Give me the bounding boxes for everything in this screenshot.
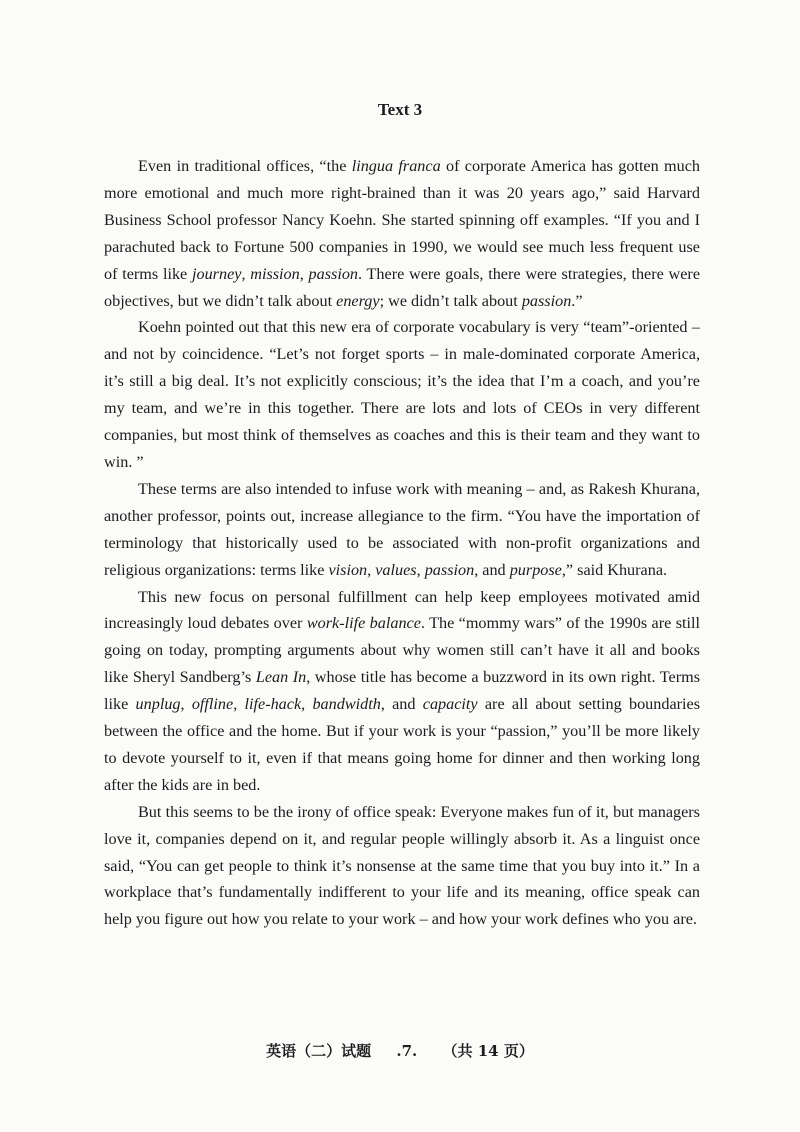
text-run: But this seems to be the irony of office speak: Everyone makes fun of it, but managers love it, companies depend on it, and regular people willingly absorb it. As a linguist once said, “You can get people to think it’s nonsense at the same time that you buy into it.” In a workplace that’s fundamentally indifferent to your life and its meaning, office speak can help you figure out how you relate to your work – and how your work defines who you are. [104, 802, 700, 929]
footer-total-pages: （共 14 页） [442, 1042, 534, 1060]
text-run: , and [380, 695, 423, 714]
emphasis: bandwidth [312, 695, 381, 714]
emphasis: unplug [135, 695, 181, 714]
emphasis: purpose [509, 560, 562, 579]
emphasis: vision [328, 560, 368, 579]
paragraph [104, 584, 700, 799]
page-footer [0, 1040, 800, 1061]
text-run: Even in traditional offices, “the [138, 157, 352, 175]
footer-subject: 英语（二）试题 [266, 1042, 372, 1060]
emphasis: energy [336, 291, 380, 310]
emphasis: passion [521, 291, 572, 310]
paragraph [104, 799, 700, 934]
text-run: . The “mommy wars” of the 1990s are still going on today, prompting arguments about why women still can’t have it all and books like Sheryl Sandberg’s [104, 614, 700, 687]
text-run: , [416, 560, 425, 579]
paragraph [104, 153, 700, 314]
emphasis: lingua franca [351, 157, 441, 175]
passage-title: Text 3 [377, 100, 423, 119]
text-run: , [241, 264, 251, 283]
emphasis: values [375, 560, 417, 579]
text-run: Koehn pointed out that this new era of corporate vocabulary is very “team”-oriented – and not by coincidence. “Let’s not forget sports – in male-dominated corporate America, it’s still a big deal. It’s not explicitly conscious; it’s the idea that I’m a coach, and you’re my team, and we’re in this together. There are lots and lots of CEOs in very different companies, but most think of themselves as coaches and this is their team and they want to win. ” [104, 318, 700, 471]
text-run: are all about setting boundaries between the office and the home. But if your work is your “passion,” you’ll be more likely to devote yourself to it, even if that means going home for dinner and then working long after the kids are in bed. [104, 695, 701, 794]
text-run: , [233, 695, 245, 714]
emphasis: Lean In [255, 668, 307, 687]
paragraph [104, 314, 700, 475]
emphasis: passion [424, 560, 475, 579]
text-run: These terms are also intended to infuse work with meaning – and, as Rakesh Khurana, another professor, points out, increase allegiance to the firm. “You have the importation of terminology that historically used to be associated with non-profit organizations and religious organizations: terms like [104, 479, 700, 579]
emphasis: mission [250, 264, 300, 283]
text-run: , [180, 695, 192, 714]
text-run: , [367, 560, 376, 579]
emphasis: capacity [422, 695, 478, 714]
text-run: ; we didn’t talk about [379, 291, 522, 310]
text-run: .” [571, 291, 583, 310]
text-run: , [301, 695, 313, 714]
emphasis: passion [308, 264, 359, 283]
emphasis: offline [191, 695, 234, 714]
passage-body [104, 153, 700, 933]
footer-page-number: .7. [396, 1042, 418, 1060]
paragraph [104, 476, 700, 584]
emphasis: life-hack [244, 695, 302, 714]
text-run: , and [474, 560, 510, 579]
text-run: , [299, 264, 309, 283]
text-run: This new focus on personal fulfillment can help keep employees motivated amid increasingly loud debates over [104, 587, 700, 633]
text-run: , whose title has become a buzzword in its own right. Terms like [104, 668, 700, 714]
text-run: ,” said Khurana. [561, 560, 668, 579]
emphasis: work-life balance [306, 614, 421, 633]
emphasis: journey [191, 264, 242, 283]
text-run: of corporate America has gotten much more emotional and much more right-brained than it was 20 years ago,” said Harvard Business School professor Nancy Koehn. She started spinning off examples. “If you and I parachuted back to Fortune 500 companies in 1990, we would see much less frequent use of terms like [104, 157, 700, 283]
text-run: . There were goals, there were strategies, there were objectives, but we didn’t talk about [104, 264, 701, 310]
